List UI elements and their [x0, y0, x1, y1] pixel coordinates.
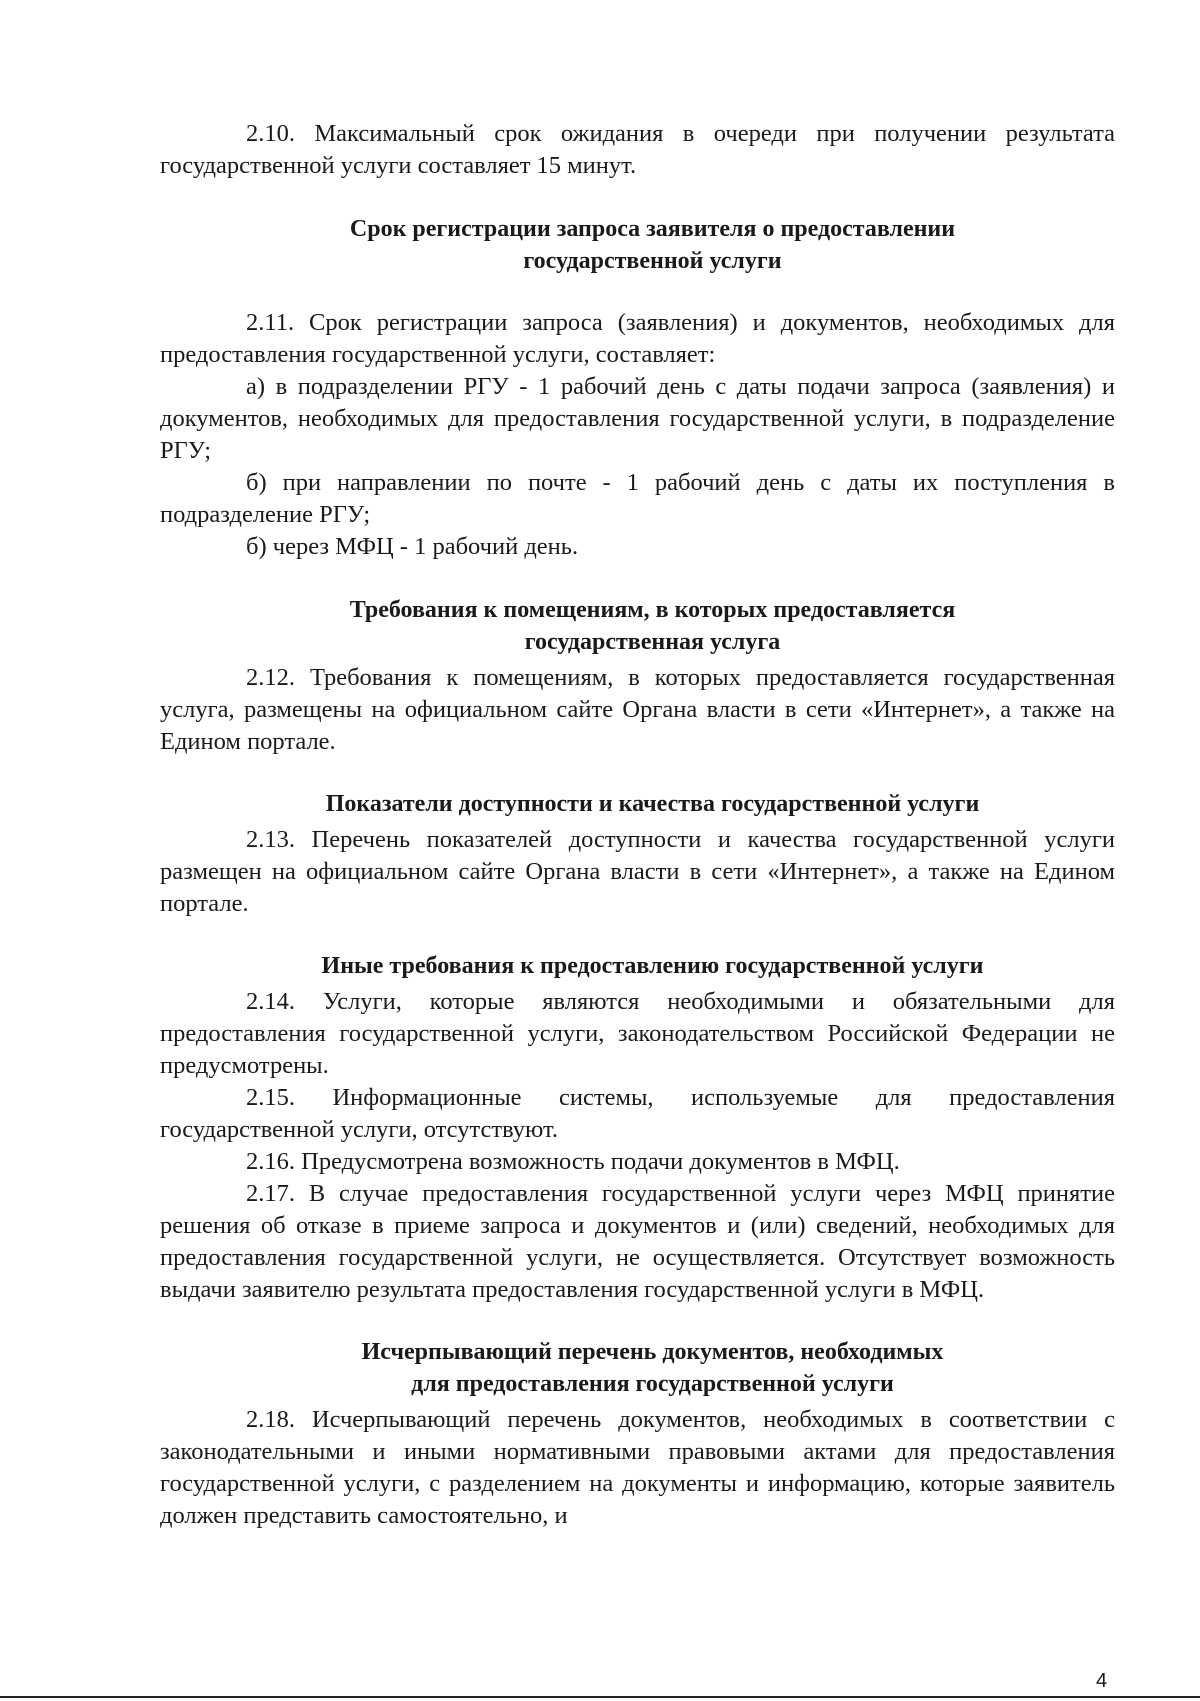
paragraph-2-11-a: а) в подразделении РГУ - 1 рабочий день с даты подачи запроса (заявления) и документов, необходимых для предоставления государственной услуги, в подразделение РГУ;	[160, 373, 1115, 464]
paragraph-2-17: 2.17. В случае предоставления государственной услуги через МФЦ принятие решения об отказе в приеме запроса и документов и (или) сведений, необходимых для предоставления государственной услуги, не осуществляется. Отсутствует возможность выдачи заявителю результата предоставления государственной услуги в МФЦ.	[160, 1180, 1115, 1303]
page-number: 4	[1096, 1670, 1108, 1692]
heading-premises	[160, 594, 1115, 658]
heading-other-requirements: Иные требования к предоставлению государственной услуги	[321, 953, 984, 979]
paragraph-2-16: 2.16. Предусмотрена возможность подачи документов в МФЦ.	[246, 1148, 900, 1175]
paragraph-2-10: 2.10. Максимальный срок ожидания в очереди при получении результата государственной услуги составляет 15 минут.	[160, 120, 1115, 179]
heading-registration-line-2: государственной услуги	[523, 248, 782, 274]
bottom-edge-line	[0, 1696, 1200, 1698]
paragraph-2-11-b-post: б) при направлении по почте - 1 рабочий день с даты их поступления в подразделение РГУ;	[160, 469, 1115, 528]
heading-registration	[160, 213, 1115, 277]
paragraph-2-11-b-mfc: б) через МФЦ - 1 рабочий день.	[246, 533, 579, 560]
heading-registration-line-1: Срок регистрации запроса заявителя о предоставлении	[349, 216, 956, 242]
paragraph-2-15: 2.15. Информационные системы, используемые для предоставления государственной услуги, отсутствуют.	[160, 1084, 1115, 1143]
heading-premises-line-2: государственная услуга	[524, 629, 781, 655]
paragraph-2-18: 2.18. Исчерпывающий перечень документов, необходимых в соответствии с законодательными и иными нормативными правовыми актами для предоставления государственной услуги, с разделением на документы и информацию, которые заявитель должен представить самостоятельно, и	[160, 1406, 1115, 1529]
heading-documents-line-1: Исчерпывающий перечень документов, необходимых	[361, 1339, 944, 1365]
heading-documents	[160, 1336, 1115, 1400]
paragraph-2-12: 2.12. Требования к помещениям, в которых предоставляется государственная услуга, размещены на официальном сайте Органа власти в сети «Интернет», а также на Едином портале.	[160, 664, 1115, 755]
heading-documents-line-2: для предоставления государственной услуги	[411, 1371, 894, 1397]
heading-accessibility: Показатели доступности и качества государственной услуги	[325, 791, 980, 817]
paragraph-2-13: 2.13. Перечень показателей доступности и качества государственной услуги размещен на официальном сайте Органа власти в сети «Интернет», а также на Едином портале.	[160, 826, 1115, 917]
heading-premises-line-1: Требования к помещениям, в которых предоставляется	[349, 597, 956, 623]
paragraph-2-14: 2.14. Услуги, которые являются необходимыми и обязательными для предоставления государственной услуги, законодательством Российской Федерации не предусмотрены.	[160, 988, 1115, 1079]
document-page	[160, 118, 1115, 1532]
paragraph-2-11: 2.11. Срок регистрации запроса (заявления) и документов, необходимых для предоставления государственной услуги, составляет:	[160, 309, 1115, 368]
